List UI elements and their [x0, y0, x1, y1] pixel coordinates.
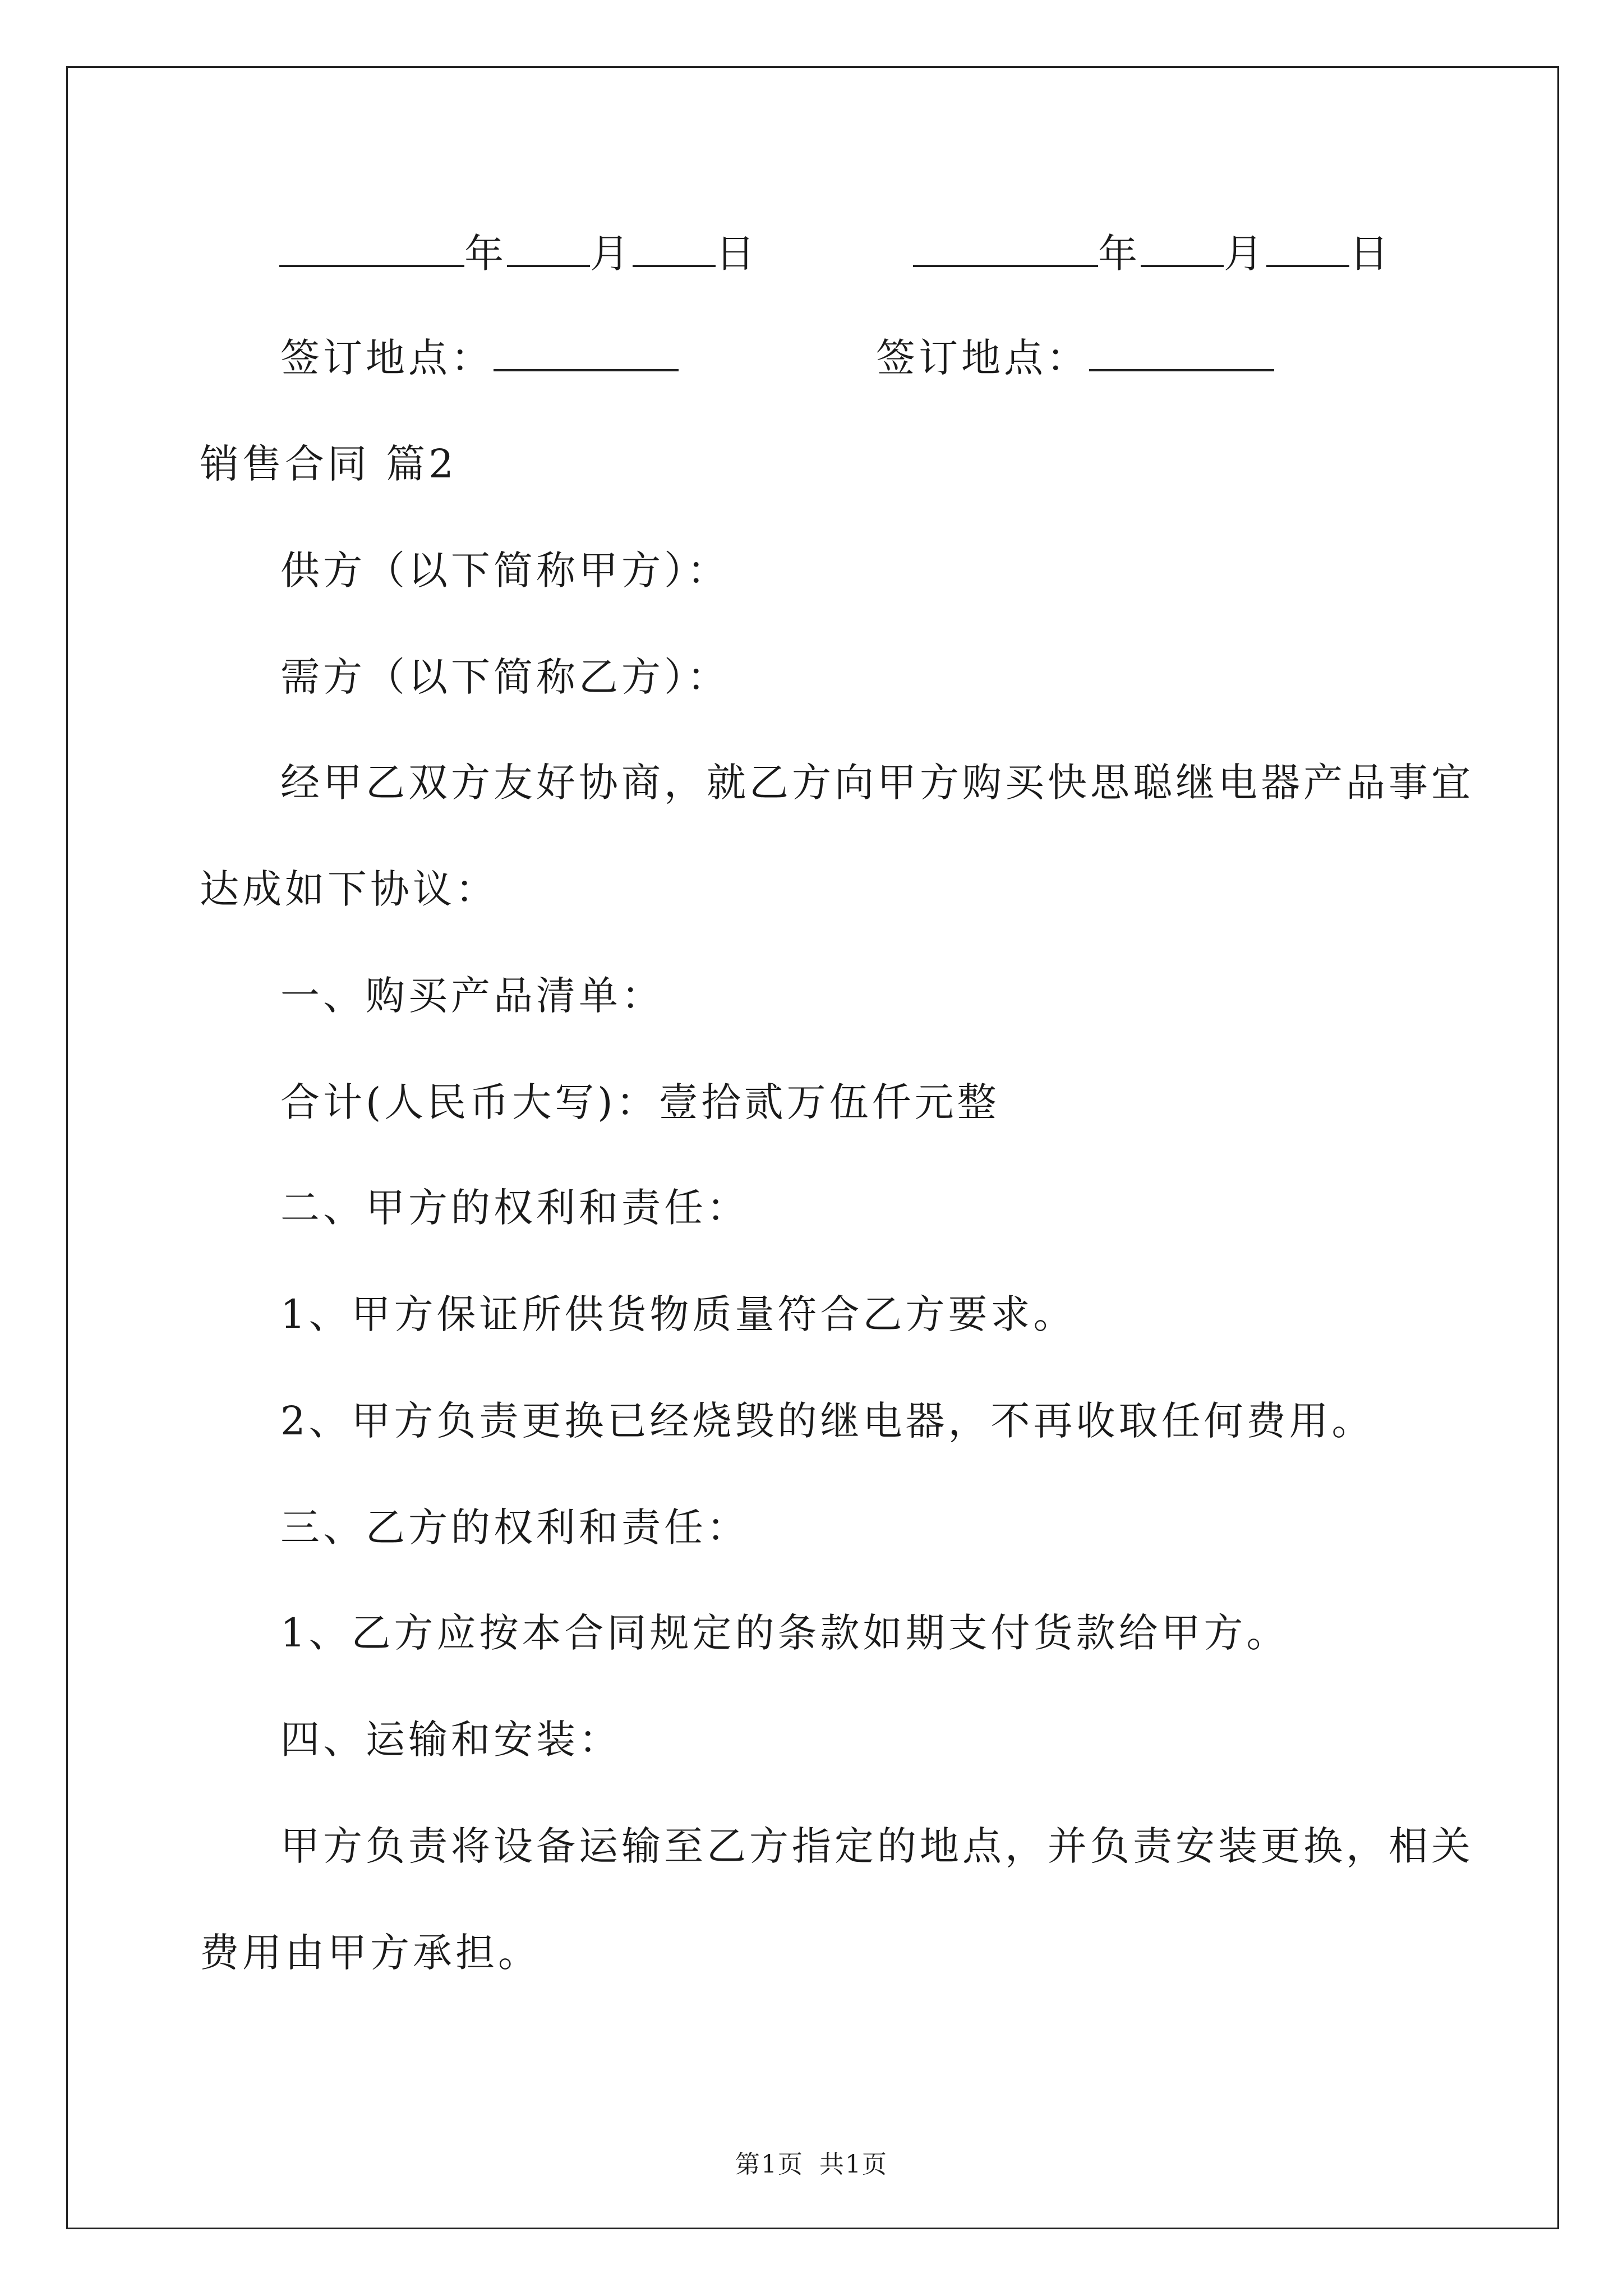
place-line-left — [280, 335, 679, 381]
total-amount: 合计(人民币大写)：壹拾贰万伍仟元整 — [280, 1079, 1000, 1125]
section-title: 销售合同 篇2 — [200, 441, 457, 487]
month-label-right: 月 — [1224, 231, 1266, 277]
intro-paragraph-line2: 达成如下协议： — [200, 866, 498, 912]
page-number-current: 第1页 — [735, 2150, 804, 2179]
intro-paragraph-line1: 经甲乙双方友好协商，就乙方向甲方购买快思聪继电器产品事宜 — [280, 760, 1474, 806]
day-label-left: 日 — [716, 231, 758, 277]
place-blank-right — [1089, 337, 1274, 371]
clause-3-title: 三、乙方的权利和责任： — [280, 1504, 749, 1550]
place-label-right: 签订地点： — [876, 335, 1089, 381]
clause-2-title: 二、甲方的权利和责任： — [280, 1185, 749, 1231]
date-line-left — [279, 231, 758, 277]
page-number-total: 共1页 — [819, 2150, 888, 2179]
year-blank-right — [913, 232, 1098, 267]
page-border — [66, 66, 1559, 2229]
place-blank-left — [494, 337, 679, 371]
date-line-right — [913, 231, 1392, 277]
clause-2-item-2: 2、甲方负责更换已经烧毁的继电器，不再收取任何费用。 — [280, 1398, 1375, 1444]
year-label-right: 年 — [1098, 231, 1141, 277]
supplier-line: 供方（以下简称甲方）： — [280, 547, 730, 593]
clause-2-item-1: 1、甲方保证所供货物质量符合乙方要求。 — [280, 1291, 1076, 1337]
place-line-right — [876, 335, 1274, 381]
place-label-left: 签订地点： — [280, 335, 494, 381]
month-blank-left — [507, 232, 590, 267]
year-label-left: 年 — [464, 231, 507, 277]
month-label-left: 月 — [590, 231, 633, 277]
clause-3-item-1: 1、乙方应按本合同规定的条款如期支付货款给甲方。 — [280, 1610, 1289, 1656]
day-label-right: 日 — [1349, 231, 1392, 277]
page-footer — [0, 2144, 1623, 2180]
clause-4-line2: 费用由甲方承担。 — [200, 1930, 541, 1976]
year-blank-left — [279, 232, 464, 267]
day-blank-left — [633, 232, 716, 267]
clause-4-title: 四、运输和安装： — [280, 1717, 621, 1763]
month-blank-right — [1141, 232, 1224, 267]
clause-1-title: 一、购买产品清单： — [280, 973, 664, 1019]
buyer-line: 需方（以下简称乙方）： — [280, 654, 730, 700]
clause-4-line1: 甲方负责将设备运输至乙方指定的地点，并负责安装更换，相关 — [280, 1823, 1474, 1869]
day-blank-right — [1266, 232, 1349, 267]
